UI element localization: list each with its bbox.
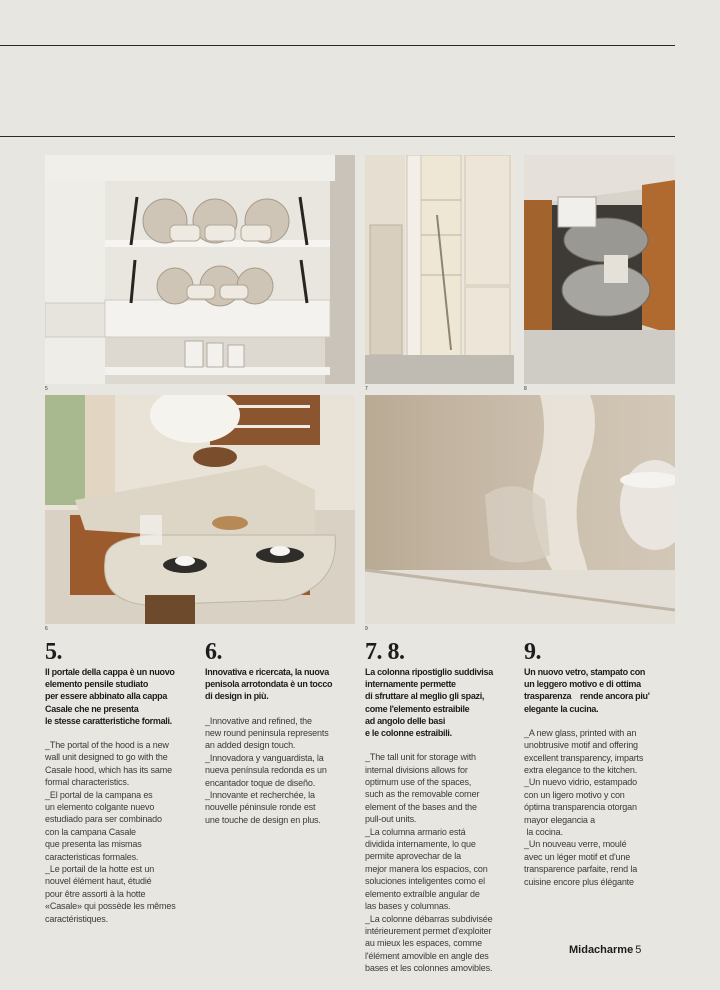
photo-9-patterned-glass bbox=[365, 395, 675, 624]
caption-5-number: 5. bbox=[45, 639, 62, 665]
header-bottom-rule bbox=[0, 136, 675, 137]
caption-7-8-number: 7. 8. bbox=[365, 639, 405, 665]
caption-7-8-translations: _The tall unit for storage with internal divisions allows for optimum use of the spaces, such as the removable corner element of the bases and the pull-out units. _La columna armario está dividida internamente, lo que permite aprovechar de la mejor manera los espacios, con soluciones inteligentes como el elemento extraíble angular de las bases y columnas. _La colonne débarras subdivisée intérieurement permet d'exploiter au mieux les espaces, comme l'élément amovible en angle des bases et les colonnes amovibles. bbox=[365, 752, 493, 974]
photo-7-storage-column bbox=[365, 155, 514, 384]
caption-7-8 bbox=[365, 640, 515, 975]
photo-8-number: 8 bbox=[524, 386, 527, 392]
photo-6-round-peninsula bbox=[45, 395, 355, 624]
photo-5-number: 5 bbox=[45, 386, 48, 392]
caption-5 bbox=[45, 640, 195, 925]
caption-5-italian: Il portale della cappa è un nuovo elemento pensile studiato per essere abbinato alla cappa Casale che ne presenta le stesse caratteristiche formali. bbox=[45, 667, 175, 726]
caption-9 bbox=[524, 640, 676, 888]
caption-5-translations: _The portal of the hood is a new wall unit designed to go with the Casale hood, which has its same formal characteristics. _El portal de la campana es un elemento colgante nuevo estudiado para ser combinado con la campana Casale que presenta las mismas caracteristicas formales. _Le portail de la hotte est un nouvel élément haut, étudié pour être assorti à la hotte «Casale» qui possède les mêmes caractéristiques. bbox=[45, 740, 176, 924]
photo-5-hood-portal bbox=[45, 155, 355, 384]
caption-6-number: 6. bbox=[205, 639, 222, 665]
caption-6 bbox=[205, 640, 360, 826]
photo-6-number: 6 bbox=[45, 626, 48, 632]
caption-7-8-italian: La colonna ripostiglio suddivisa internamente permette di sfruttare al meglio gli spazi, come l'elemento estraibile ad angolo delle basi e le colonne estraibili. bbox=[365, 667, 493, 739]
caption-9-number: 9. bbox=[524, 639, 541, 665]
caption-6-italian: Innovativa e ricercata, la nuova penisola arrotondata è un tocco di design in più. bbox=[205, 667, 333, 702]
photo-9-number: 9 bbox=[365, 626, 368, 632]
page-number: 5 bbox=[635, 944, 642, 956]
caption-9-italian: Un nuovo vetro, stampato con un leggero motivo e di ottima trasparenza rende ancora piu' elegante la cucina. bbox=[524, 667, 650, 714]
page-footer bbox=[569, 944, 641, 956]
caption-9-translations: _A new glass, printed with an unobtrusive motif and offering excellent transparency, imparts extra elegance to the kitchen. _Un nuevo vidrio, estampado con un ligero motivo y con óptima transparencia otorgan mayor elegancia a la cocina. _Un nouveau verre, moulé avec un léger motif et d'une transparence parfaite, rend la cuisine encore plus élégante bbox=[524, 727, 644, 887]
brand-name: Midacharme bbox=[569, 944, 634, 956]
caption-6-translations: _Innovative and refined, the new round peninsula represents an added design touch. _Innovadora y vanguardista, la nueva península redonda es un encantador toque de diseño. _Innovante et recherchée, la nouvelle péninsule ronde est une touche de design en plus. bbox=[205, 715, 329, 825]
photo-7-number: 7 bbox=[365, 386, 368, 392]
top-rule bbox=[0, 45, 675, 46]
photo-8-corner-pullout bbox=[524, 155, 675, 384]
